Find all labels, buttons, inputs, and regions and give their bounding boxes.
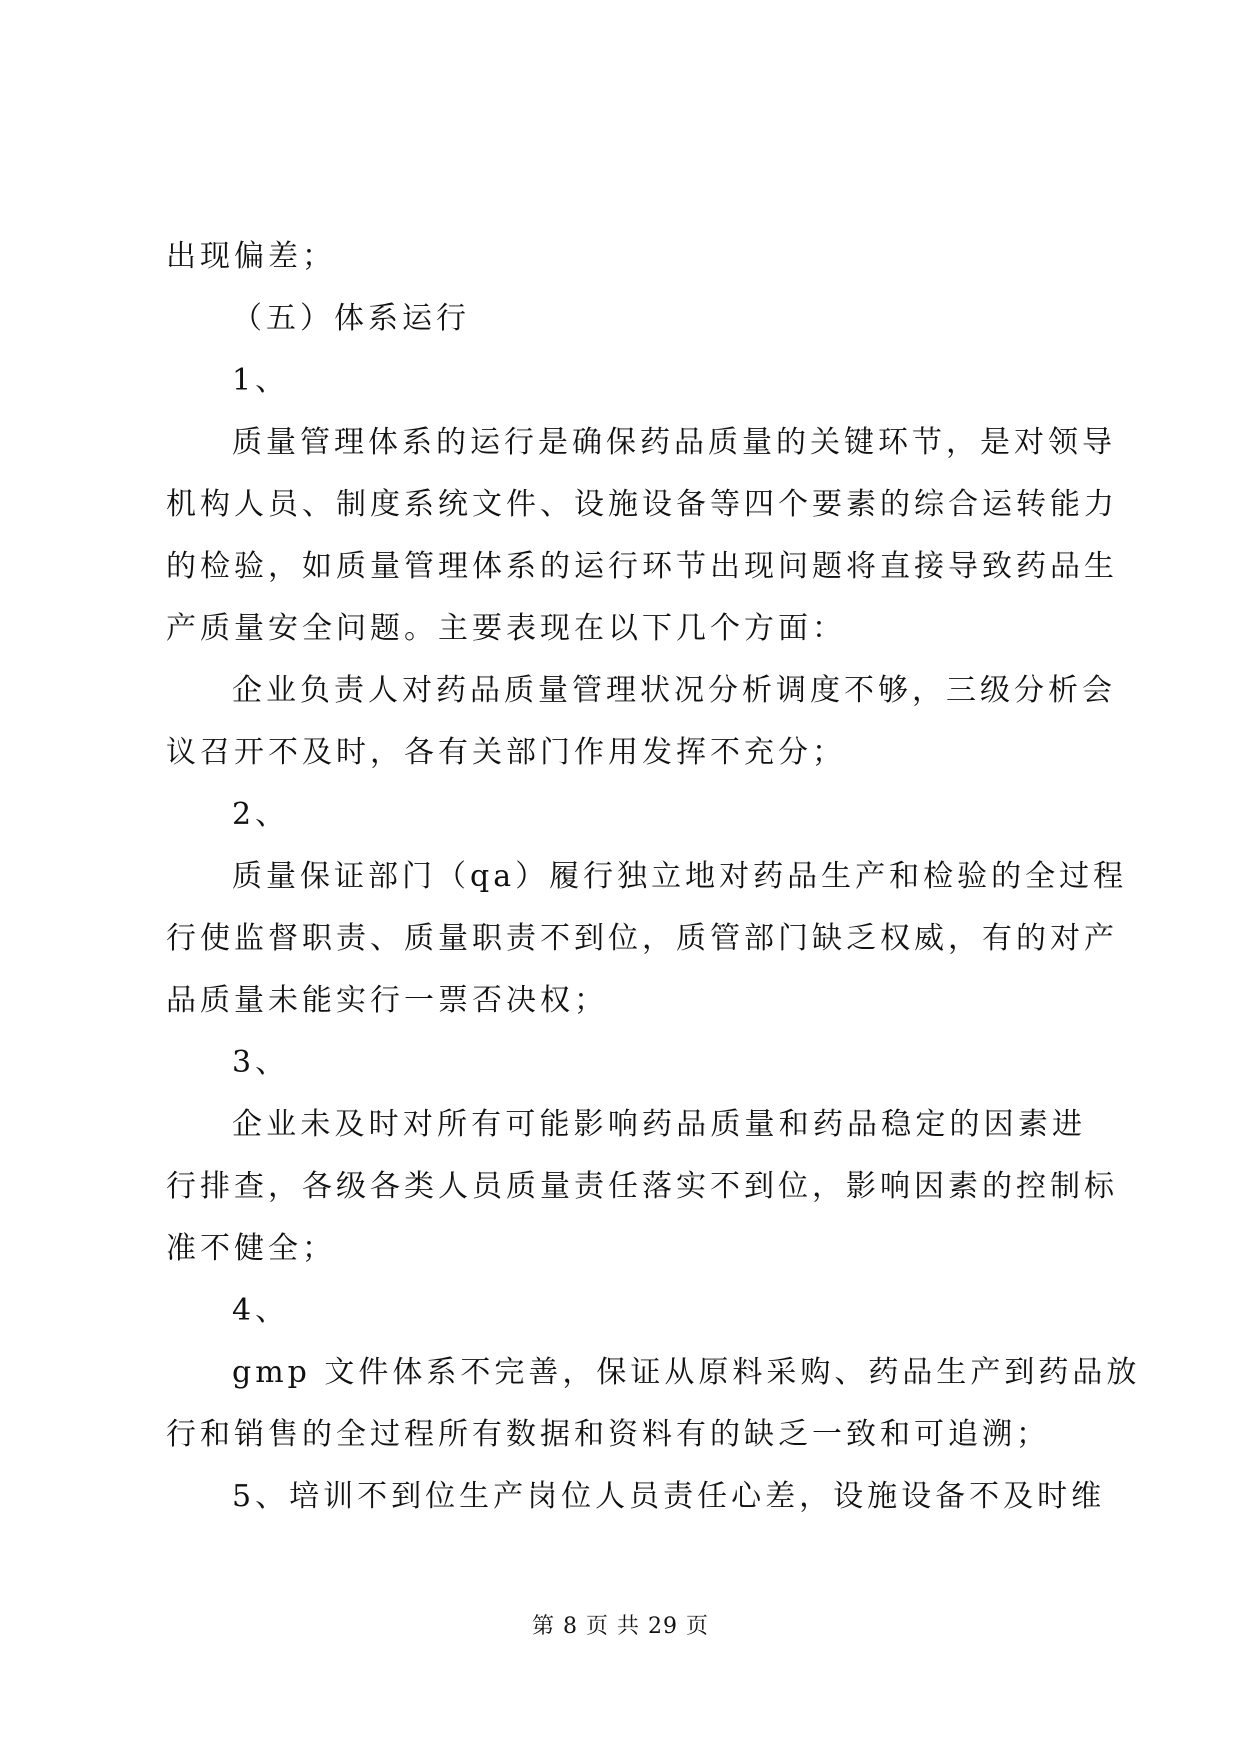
- text-line: 的检验，如质量管理体系的运行环节出现问题将直接导致药品生: [166, 549, 1118, 584]
- text-line: gmp 文件体系不完善，保证从原料采购、药品生产到药品放: [232, 1355, 1141, 1390]
- text-line: 出现偏差；: [166, 239, 336, 274]
- text-line: 企业负责人对药品质量管理状况分析调度不够，三级分析会: [232, 673, 1116, 708]
- page-number-footer: 第 8 页 共 29 页: [532, 1614, 709, 1639]
- text-line: 5、培训不到位生产岗位人员责任心差，设施设备不及时维: [232, 1479, 1106, 1514]
- text-line: 产质量安全问题。主要表现在以下几个方面：: [166, 611, 846, 646]
- text-line: 企业未及时对所有可能影响药品质量和药品稳定的因素进: [232, 1107, 1086, 1142]
- text-line: 议召开不及时，各有关部门作用发挥不充分；: [166, 735, 846, 770]
- item-number: 4、: [232, 1293, 290, 1328]
- text-line: 质量保证部门（qa）履行独立地对药品生产和检验的全过程: [232, 859, 1128, 894]
- text-line: 品质量未能实行一票否决权；: [166, 983, 608, 1018]
- text-line: 行和销售的全过程所有数据和资料有的缺乏一致和可追溯；: [166, 1417, 1050, 1452]
- item-number: 2、: [232, 797, 290, 832]
- section-heading: （五）体系运行: [232, 301, 470, 336]
- text-line: 准不健全；: [166, 1231, 336, 1266]
- text-line: 机构人员、制度系统文件、设施设备等四个要素的综合运转能力: [166, 487, 1118, 522]
- text-line: 质量管理体系的运行是确保药品质量的关键环节，是对领导: [232, 425, 1116, 460]
- item-number: 3、: [232, 1045, 290, 1080]
- item-number: 1、: [232, 363, 290, 398]
- text-line: 行使监督职责、质量职责不到位，质管部门缺乏权威，有的对产: [166, 921, 1118, 956]
- text-line: 行排查，各级各类人员质量责任落实不到位，影响因素的控制标: [166, 1169, 1118, 1204]
